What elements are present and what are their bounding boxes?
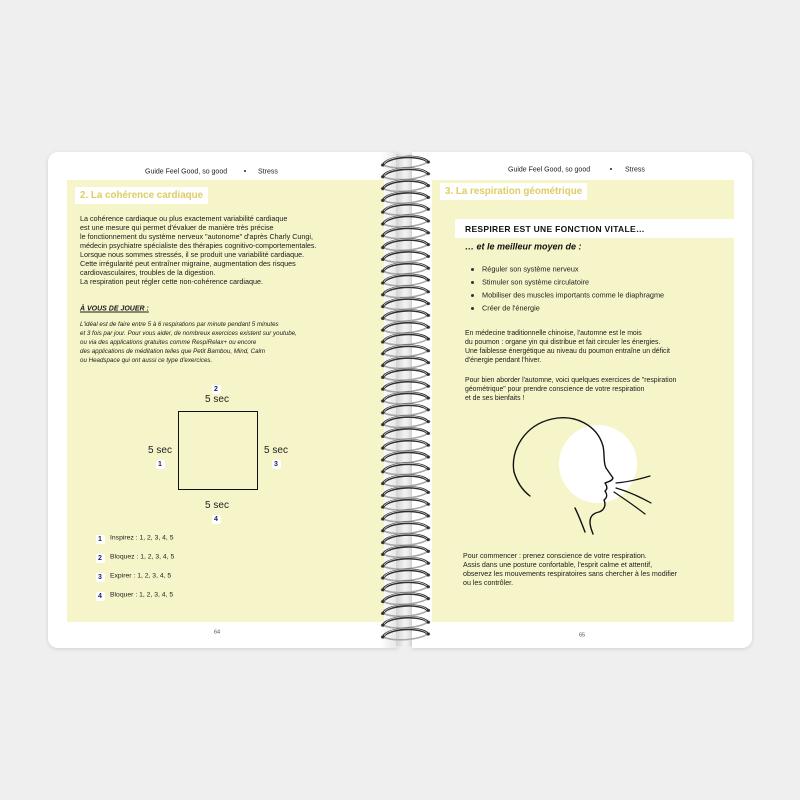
running-header-section: Stress <box>258 168 278 176</box>
step-badge: 3 <box>272 460 281 469</box>
head-profile-breathing-icon <box>500 405 660 540</box>
autumn-exercises-paragraph <box>465 376 676 403</box>
step-badge: 4 <box>212 515 221 524</box>
spiral-coil-back <box>383 351 428 357</box>
text-line: médecin psychiatre spécialiste des thérapies cognitivo-comportementales. <box>80 240 317 250</box>
bullet-item: Stimuler son système circulatoire <box>482 277 590 287</box>
spiral-coil-back <box>383 587 428 593</box>
step-badge: 4 <box>96 592 105 601</box>
play-paragraph <box>80 320 297 365</box>
spiral-coil-back <box>383 398 428 404</box>
spiral-coil-back <box>383 433 428 439</box>
duration-label: 5 sec <box>264 445 288 456</box>
step-badge: 3 <box>96 573 105 582</box>
closing-paragraph <box>463 552 677 588</box>
spiral-coil-back <box>383 634 428 640</box>
spiral-coil-back <box>383 339 428 345</box>
bullet-item: Réguler son système nerveux <box>482 264 579 274</box>
spiral-binding <box>376 150 436 650</box>
text-line: du poumon : organe yin qui distribue et fait circuler les énergies. <box>465 338 661 346</box>
subheading: … et le meilleur moyen de : <box>465 241 582 252</box>
text-line: géométrique" pour prendre conscience de votre respiration <box>465 385 645 393</box>
text-line: Une faiblesse énergétique au niveau du poumon entraîne un déficit <box>465 347 670 355</box>
text-line: En médecine traditionnelle chinoise, l'automne est le mois <box>465 329 642 337</box>
duration-label: 5 sec <box>205 500 229 511</box>
spiral-coil-back <box>383 516 428 522</box>
spiral-coil-back <box>383 481 428 487</box>
text-line: Cette irrégularité peut entraîner migraine, augmentation des risques <box>80 258 296 268</box>
spiral-coil-back <box>383 209 428 215</box>
text-line: cardiovasculaires, troubles de la digestion. <box>80 267 216 277</box>
spiral-coil-back <box>383 363 428 369</box>
text-line: le fonctionnement du système nerveux "autonome" d'après Charly Cungi, <box>80 231 314 241</box>
spiral-coil-back <box>383 599 428 605</box>
spiral-coil-back <box>383 233 428 239</box>
text-line: Pour bien aborder l'automne, voici quelques exercices de "respiration <box>465 376 677 384</box>
text-line: Lorsque nous sommes stressés, il se produit une variabilité cardiaque. <box>80 249 305 259</box>
spiral-coil-back <box>383 575 428 581</box>
text-line: des applications de méditation telles que Petit Bambou, Mind, Calm <box>80 347 266 355</box>
bullet-icon <box>471 268 474 271</box>
spiral-coil-back <box>383 622 428 628</box>
text-line: Assis dans une posture confortable, l'esprit calme et attentif, <box>463 560 653 569</box>
duration-label: 5 sec <box>205 394 229 405</box>
text-line: observez les mouvements respiratoires sans chercher à les modifier <box>463 569 678 578</box>
spiral-coil-back <box>383 221 428 227</box>
spiral-coil-back <box>383 245 428 251</box>
spiral-coil-back <box>383 186 428 192</box>
spiral-coil-back <box>383 422 428 428</box>
running-header-guide: Guide Feel Good, so good <box>508 166 591 174</box>
bullet-item: Créer de l'énergie <box>482 303 540 313</box>
spiral-coil-back <box>383 492 428 498</box>
bullet-icon <box>471 307 474 310</box>
running-header-separator: • <box>609 166 613 174</box>
banner-heading: RESPIRER EST UNE FONCTION VITALE… <box>465 223 645 234</box>
step-badge: 2 <box>212 385 221 394</box>
spiral-coil-back <box>383 445 428 451</box>
spiral-coil-back <box>383 528 428 534</box>
text-line: La respiration peut régler cette non-cohérence cardiaque. <box>80 276 263 286</box>
text-line: et de ses bienfaits ! <box>465 394 525 402</box>
step-badge: 1 <box>96 535 105 544</box>
chinese-medicine-paragraph <box>465 329 670 365</box>
spiral-coil-back <box>383 374 428 380</box>
bullet-item: Mobiliser des muscles importants comme le diaphragme <box>482 290 665 300</box>
spiral-coil-back <box>383 469 428 475</box>
text-line: d'énergie pendant l'hiver. <box>465 356 542 364</box>
breathing-square <box>178 411 258 490</box>
running-header-separator: • <box>243 168 247 176</box>
spiral-coil-back <box>383 197 428 203</box>
step-text: Inspirez : 1, 2, 3, 4, 5 <box>110 534 174 542</box>
text-line: et 3 fois par jour. Pour vous aider, de nombreux exercices existent sur youtube, <box>80 329 297 337</box>
step-badge: 1 <box>156 460 165 469</box>
spiral-coil-back <box>383 174 428 180</box>
text-line: ou les contrôler. <box>463 578 514 587</box>
spiral-coil-back <box>383 315 428 321</box>
breath-line <box>616 488 651 503</box>
duration-label: 5 sec <box>148 445 172 456</box>
bullet-icon <box>471 294 474 297</box>
spiral-coil-back <box>383 304 428 310</box>
step-badge: 2 <box>96 554 105 563</box>
spiral-coil-back <box>383 540 428 546</box>
spiral-coil-back <box>383 504 428 510</box>
step-text: Expirer : 1, 2, 3, 4, 5 <box>110 572 172 580</box>
spiral-coil-back <box>383 563 428 569</box>
spiral-coil-back <box>383 551 428 557</box>
spiral-coil-back <box>383 280 428 286</box>
page-number: 64 <box>213 629 221 636</box>
running-header-section: Stress <box>625 166 645 174</box>
spiral-coil-back <box>383 327 428 333</box>
spiral-coil-back <box>383 386 428 392</box>
nape-line <box>514 472 530 496</box>
spiral-coil-back <box>383 162 428 168</box>
text-line: L'idéal est de faire entre 5 à 6 respirations par minute pendant 5 minutes <box>80 320 279 328</box>
section-title: 3. La respiration géométrique <box>440 183 587 200</box>
spiral-coil-back <box>383 256 428 262</box>
page-number: 65 <box>578 632 586 639</box>
text-line: Pour commencer : prenez conscience de votre respiration. <box>463 551 647 560</box>
spiral-coil-back <box>383 292 428 298</box>
spiral-coil-back <box>383 610 428 616</box>
spiral-coil-back <box>383 457 428 463</box>
play-heading: À VOUS DE JOUER : <box>80 305 149 313</box>
jaw-line <box>575 508 585 532</box>
step-text: Bloquer : 1, 2, 3, 4, 5 <box>110 591 174 599</box>
intro-paragraph <box>80 214 317 286</box>
text-line: ou Headspace qui ont aussi ce type d'exercices. <box>80 356 213 364</box>
bullet-icon <box>471 281 474 284</box>
step-text: Bloquez : 1, 2, 3, 4, 5 <box>110 553 175 561</box>
text-line: ou via des applications gratuites comme RespiRelax+ ou encore <box>80 338 257 346</box>
text-line: est une mesure qui permet d'évaluer de manière très précise <box>80 222 274 232</box>
running-header-guide: Guide Feel Good, so good <box>145 168 228 176</box>
text-line: La cohérence cardiaque ou plus exactement variabilité cardiaque <box>80 213 288 223</box>
breath-line <box>614 492 645 514</box>
spiral-coil-back <box>383 410 428 416</box>
spiral-coil-back <box>383 268 428 274</box>
section-title: 2. La cohérence cardiaque <box>75 187 208 204</box>
